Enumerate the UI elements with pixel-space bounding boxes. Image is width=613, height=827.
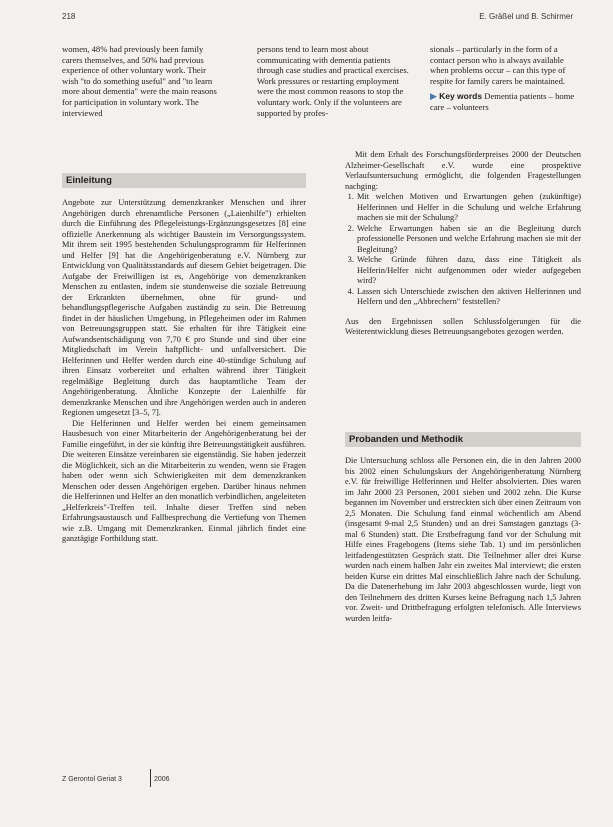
keywords-title: Key words xyxy=(439,91,483,102)
research-questions-column xyxy=(345,150,581,398)
footer-divider xyxy=(150,769,151,787)
keywords-list: Dementia patients – home care – volunteers xyxy=(430,91,575,112)
research-questions-list xyxy=(345,192,581,308)
intro-paragraph-1: Angebote zur Unterstützung demenzkranker Menschen und ihrer Angehörigen durch ehrenamtliche Personen („Laienhilfe") erhielten durch die Einführung des Pflegeleistungs-Ergänzungsgesetzes [8] eine offizielle Anerkennung als wichtiger Baustein im Versorgungssystem. Mit ihrem seit 1995 bestehenden Schulungsprogramm für Helferinnen und Helfer [9] hat die Angehörigenberatung e.V. Nürnberg zur Entwicklung von Qualitätsstandards auf diesem Gebiet beigetragen. Die Aufgabe der Freiwilligen ist es, Angehörige von demenzkranken Menschen zu entlasten, indem sie stundenweise die soziale Betreuung der Erkrankten übernehmen, ohne für grund- und behandlungspflegerische Aufgaben zuständig zu sein. Die Betreuung findet in der häuslichen Umgebung, in Pflegeheimen oder im Rahmen von Betreuungsgruppen statt. Sie erhalten für ihre Tätigkeit eine Aufwandsentschädigung von 7,70 € pro Stunde und sind über eine Mitgliedschaft im Verein haftpflicht- und unfallversichert. Die Helferinnen und Helfer werden durch eine 40-stündige Schulung auf ihren Einsatz vorbereitet und erhalten während ihrer Tätigkeit regelmäßige Begleitung durch das hauptamtliche Team der Angehörigenberatung. Ähnliche Konzepte der Laienhilfe für demenzkranke Menschen und ihre Angehörigen werden auch in anderen Regionen umgesetzt [3–5, 7]. xyxy=(62,198,306,417)
english-abstract xyxy=(62,44,582,140)
intro-paragraph-2: Die Helferinnen und Helfer werden bei einem gemeinsamen Hausbesuch von einer Mitarbeiterin der Angehörigenberatung bei der Familie eingeführt, in der sie künftig ihre Betreuungstätigkeit ausführen. Die weiteren Einsätze vereinbaren sie eigenständig. Sie haben jederzeit die Möglichkeit, sich an die Mitarbeiterin zu wenden, wenn sie Fragen haben oder wenn sich Schwierigkeiten mit dem demenzkranken Menschen oder dessen Angehörigen ergeben. Darüber hinaus nehmen die Helferinnen und Helfer an den monatlich verbindlichen, angeleiteten „Helferkreis"-Treffen teil. Inhalte dieser Treffen sind neben Erfahrungsaustausch und Fallbesprechung die Vertiefung von Themen wie z.B. Umgang mit Demenzkranken. Einmal jährlich findet eine ganztägige Fortbildung statt. xyxy=(62,418,306,543)
section-heading-methodik: Probanden und Methodik xyxy=(345,432,581,447)
section-heading-einleitung: Einleitung xyxy=(62,173,306,188)
page-number: 218 xyxy=(62,12,76,21)
running-header xyxy=(62,10,573,24)
research-question: 2. Welche Erwartungen haben sie an die Begleitung durch professionelle Personen und welche Erfahrung machen sie mit der Begleitung? xyxy=(356,224,581,256)
journal-citation: Z Gerontol Geriat 3 xyxy=(62,776,122,783)
research-question: 3. Welche Gründe führen dazu, dass eine Tätigkeit als Helferin/Helfer nicht aufgenommen oder wieder aufgegeben wird? xyxy=(356,255,581,287)
methods-column xyxy=(345,456,581,794)
research-question: 4. Lassen sich Unterschiede zwischen den aktiven Helferinnen und Helfern und den „Abbrechern" feststellen? xyxy=(356,287,581,308)
research-question: 1. Mit welchen Motiven und Erwartungen gehen (zukünftige) Helferinnen und Helfer in die Schulung und welche Erfahrung machen sie mit der Schulung? xyxy=(356,192,581,224)
page-footer xyxy=(62,773,262,787)
arrow-right-icon: ▶ xyxy=(430,91,437,102)
running-authors: E. Gräßel und B. Schirmer xyxy=(479,12,573,21)
journal-year: 2006 xyxy=(154,776,170,783)
research-intro-paragraph: Mit dem Erhalt des Forschungsförderpreises 2000 der Deutschen Alzheimer-Gesellschaft e.V. wurde eine prospektive Verlaufsuntersuchung ermöglicht, die folgenden Fragestellungen nachging: xyxy=(345,150,581,191)
abstract-column-2: persons tend to learn most about communicating with dementia patients through case studies and practical exercises. Work pressures or restarting employment were the most common reasons to stop the voluntary work. Only if the volunteers are supported by profes- xyxy=(257,44,409,118)
methods-paragraph-1: Die Untersuchung schloss alle Personen ein, die in den Jahren 2000 bis 2002 einen Schulungskurs der Angehörigenberatung Nürnberg e.V. für freiwillige Helferinnen und Helfer absolvierten. Dies waren im Jahr 2000 23 Personen, 2001 sieben und 2002 zehn. Die Kurse begannen im November und erstreckten sich über einen Zeitraum von 2,5 Monaten. Die Schulung fand einmal wöchentlich am Abend (insgesamt 9-mal 2,5 Stunden) und an drei Samstagen ganztags (3-mal 6 Stunden) statt. Die Erstbefragung fand vor der Schulung mit Hilfe eines Fragebogens (Items siehe Tab. 1) und im persönlichen leitfadengestützten Gespräch statt. Die Teilnehmer aller drei Kurse wurden nach einem halben Jahr ein zweites Mal interviewt; die ersten beiden Kurse ein drittes Mal einschließlich Jahre nach der Schulung. Da die Datenerhebung im Jahr 2003 abgeschlossen wurde, liegt von den Teilnehmern des dritten Kurses keine Befragung nach 1,5 Jahren vor. Zweit- und Drittbefragung erfolgten telefonisch. Alle Interviews wurden leitfa- xyxy=(345,456,581,623)
abstract-column-3 xyxy=(430,44,582,113)
intro-column xyxy=(62,198,306,766)
abstract-column-3-text: sionals – particularly in the form of a contact person who is always available when problems occur – can this type of respite for family carers be maintained. xyxy=(430,44,566,86)
keywords xyxy=(430,91,582,112)
research-conclusion-paragraph: Aus den Ergebnissen sollen Schlussfolgerungen für die Weiterentwicklung dieses Betreuungsangebotes gezogen werden. xyxy=(345,316,581,336)
abstract-column-1: women, 48% had previously been family carers themselves, and 50% had previous experience of other voluntary work. Their wish "to do something useful" and "to learn more about dementia" were the main reasons for participation in voluntary work. The interviewed xyxy=(62,44,217,118)
